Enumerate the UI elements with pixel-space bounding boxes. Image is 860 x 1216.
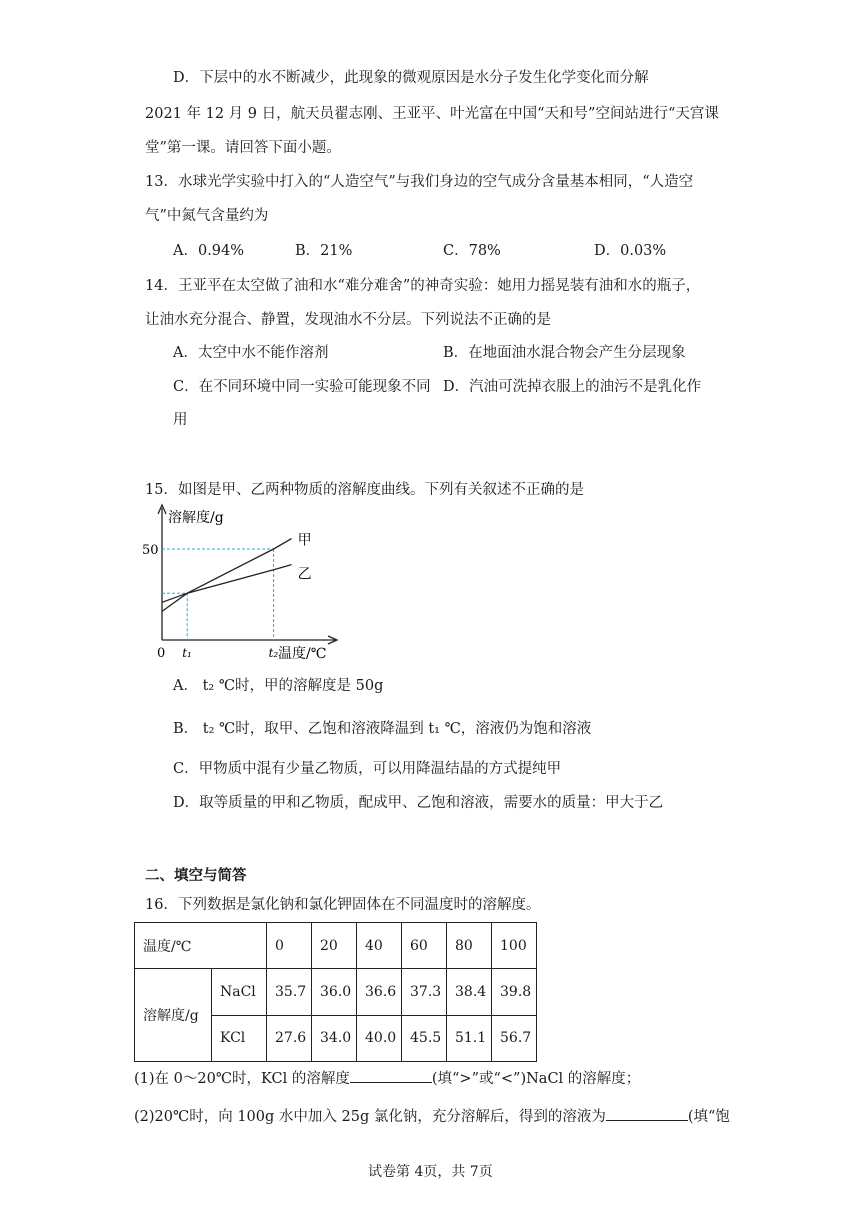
q16-sub1-text-after: (填“>”或“<”)NaCl 的溶解度；: [431, 1071, 641, 1087]
table-header-temp-cell: 20: [312, 923, 357, 969]
table-cell: 37.3: [402, 969, 447, 1016]
answer-blank-1[interactable]: [350, 1068, 432, 1083]
q14-option-b: B．在地面油水混合物会产生分层现象: [443, 345, 686, 361]
solubility-curve-chart: [142, 500, 348, 670]
y-axis-label: 溶解度/g: [168, 510, 224, 526]
q14-option-d-continued: 用: [173, 412, 188, 428]
q14-option-a: A．太空中水不能作溶剂: [173, 345, 329, 361]
q15-option-a: A． t₂ ℃时，甲的溶解度是 50g: [173, 678, 384, 694]
x-axis-label: 温度/℃: [278, 646, 327, 662]
page-footer: 试卷第 4页，共 7页: [368, 1164, 493, 1180]
q14-stem-line-2: 让油水充分混合、静置，发现油水不分层。下列说法不正确的是: [145, 312, 551, 328]
q16-sub2-text-before: (2)20℃时，向 100g 水中加入 25g 氯化钠，充分溶解后，得到的溶液为: [134, 1109, 606, 1125]
table-substance-kcl: KCl: [212, 1015, 267, 1062]
q13-option-a: A．0.94%: [173, 243, 245, 259]
passage-line-2: 堂”第一课。请回答下面小题。: [145, 140, 341, 156]
q15-option-c: C．甲物质中混有少量乙物质，可以用降温结晶的方式提纯甲: [173, 761, 562, 777]
answer-blank-2[interactable]: [606, 1106, 688, 1121]
q15-stem: 15．如图是甲、乙两种物质的溶解度曲线。下列有关叙述不正确的是: [145, 482, 584, 498]
table-header-temperature: 温度/℃: [135, 923, 267, 969]
series-line-jia: [162, 539, 292, 612]
table-cell: 27.6: [267, 1015, 312, 1062]
table-cell: 40.0: [357, 1015, 402, 1062]
q16-subquestion-1: [134, 1068, 640, 1089]
q13-option-b: B．21%: [295, 243, 353, 259]
table-cell: 45.5: [402, 1015, 447, 1062]
series-label-yi: 乙: [297, 566, 312, 583]
q15-option-d: D．取等质量的甲和乙物质，配成甲、乙饱和溶液，需要水的质量：甲大于乙: [173, 795, 664, 811]
table-cell: 35.7: [267, 969, 312, 1016]
table-header-temp-cell: 60: [402, 923, 447, 969]
solubility-table: [134, 922, 537, 1062]
y-tick-label: 50: [142, 543, 159, 558]
table-cell: 51.1: [447, 1015, 492, 1062]
q14-option-c: C．在不同环境中同一实验可能现象不同: [173, 379, 431, 395]
table-header-temp-cell: 100: [492, 923, 537, 969]
table-solubility-label: 溶解度/g: [135, 969, 212, 1062]
table-substance-nacl: NaCl: [212, 969, 267, 1016]
q13-stem-line-1: 13．水球光学实验中打入的“人造空气”与我们身边的空气成分含量基本相同，“人造空: [145, 174, 694, 190]
q16-sub2-text-after: (填“饱: [687, 1109, 730, 1125]
table-header-temp-cell: 80: [447, 923, 492, 969]
table-cell: 36.6: [357, 969, 402, 1016]
q14-stem-line-1: 14．王亚平在太空做了油和水“难分难舍”的神奇实验：她用力摇晃装有油和水的瓶子，: [145, 278, 701, 294]
table-cell: 56.7: [492, 1015, 537, 1062]
passage-line-1: 2021 年 12 月 9 日，航天员翟志刚、王亚平、叶光富在中国“天和号”空间站进行“天宫课: [145, 106, 719, 122]
table-header-temp-cell: 0: [267, 923, 312, 969]
table-cell: 38.4: [447, 969, 492, 1016]
q12-option-d: D．下层中的水不断减少，此现象的微观原因是水分子发生化学变化而分解: [173, 70, 649, 86]
table-row: [135, 969, 537, 1016]
series-label-jia: 甲: [297, 532, 312, 549]
x-tick-label: t₂: [268, 646, 279, 660]
table-cell: 34.0: [312, 1015, 357, 1062]
q16-sub1-text-before: (1)在 0～20℃时，KCl 的溶解度: [134, 1071, 350, 1087]
q13-stem-line-2: 气”中氮气含量约为: [145, 208, 269, 224]
origin-label: 0: [157, 646, 166, 661]
section-2-title: 二、填空与简答: [145, 868, 247, 884]
table-cell: 39.8: [492, 969, 537, 1016]
q13-option-d: D．0.03%: [594, 243, 667, 259]
table-row: [135, 923, 537, 969]
q16-stem: 16．下列数据是氯化钠和氯化钾固体在不同温度时的溶解度。: [145, 897, 541, 913]
table-cell: 36.0: [312, 969, 357, 1016]
table-header-temp-cell: 40: [357, 923, 402, 969]
x-tick-label: t₁: [182, 646, 192, 660]
q13-option-c: C．78%: [443, 243, 501, 259]
q16-subquestion-2: [134, 1106, 730, 1127]
q15-option-b: B． t₂ ℃时，取甲、乙饱和溶液降温到 t₁ ℃，溶液仍为饱和溶液: [173, 721, 592, 737]
q14-option-d: D．汽油可洗掉衣服上的油污不是乳化作: [443, 379, 702, 395]
